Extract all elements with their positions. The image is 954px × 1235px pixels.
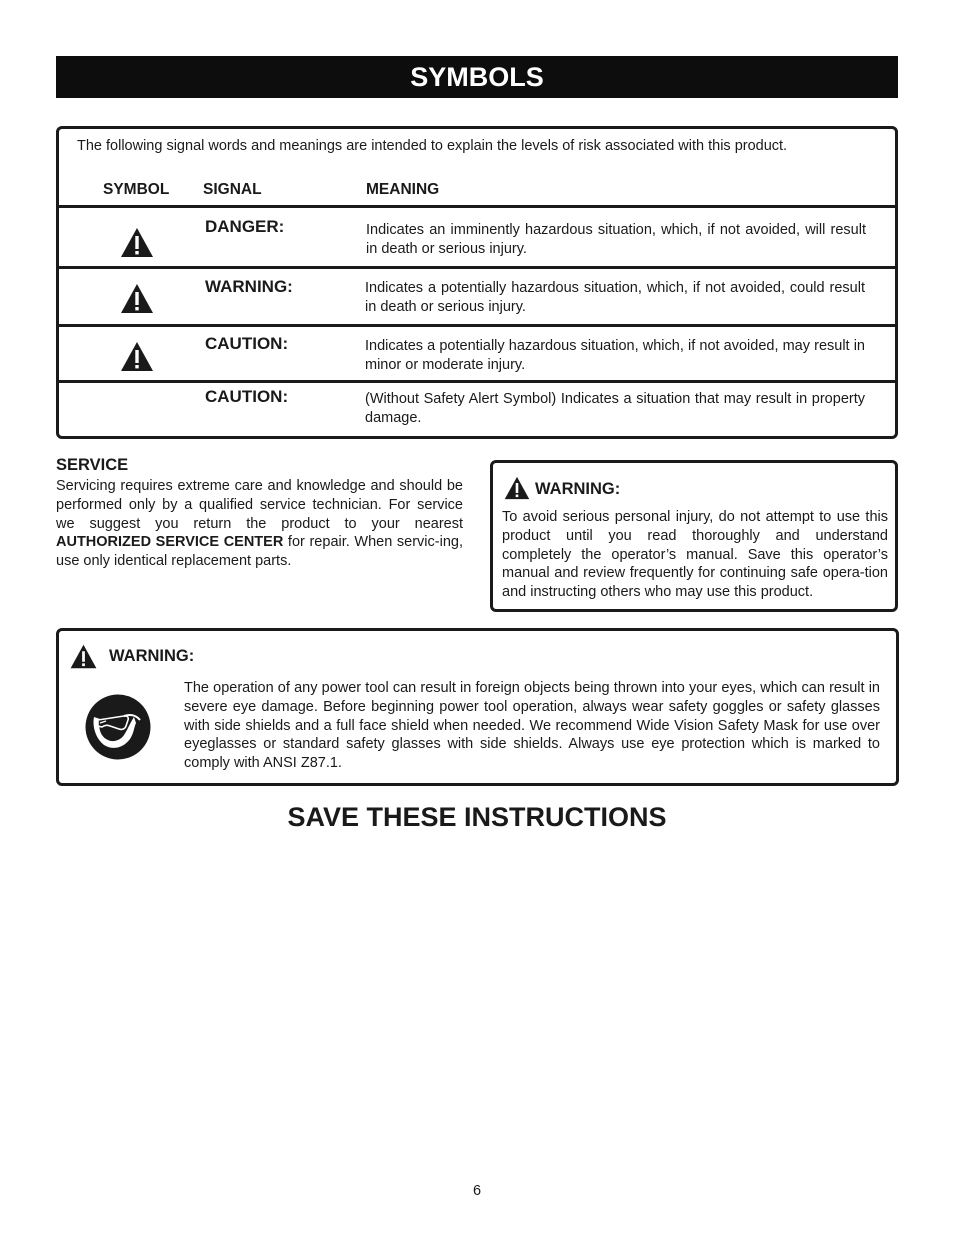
symbols-intro: The following signal words and meanings are intended to explain the levels of risk associated with this product. xyxy=(77,138,788,154)
alert-triangle-icon xyxy=(120,283,154,314)
meaning-warning: Indicates a potentially hazardous situation, which, if not avoided, could result in death or serious injury. xyxy=(365,280,865,315)
meaning-caution-no-symbol: (Without Safety Alert Symbol) Indicates a situation that may result in property damage. xyxy=(365,391,865,426)
warning-eye-heading: WARNING: xyxy=(109,647,195,665)
service-text-part: for repair. When servic-ing, use only identical replacement parts. xyxy=(56,534,463,570)
signal-danger: DANGER: xyxy=(205,217,285,236)
signal-caution-no-symbol: CAUTION: xyxy=(205,387,289,406)
safety-glasses-icon xyxy=(84,693,152,761)
service-text-part: Servicing requires extreme care and knowledge and should be performed only by a qualified service technician. For service we suggest you return the product to your nearest xyxy=(56,478,463,532)
meaning-danger: Indicates an imminently hazardous situation, which, if not avoided, will result in death or serious injury. xyxy=(366,222,866,257)
header-signal: SIGNAL xyxy=(203,181,262,198)
service-title: SERVICE xyxy=(56,456,129,474)
section-title: SYMBOLS xyxy=(410,62,544,92)
header-meaning: MEANING xyxy=(366,181,440,198)
alert-triangle-icon xyxy=(69,644,98,669)
symbol-row-warning xyxy=(59,266,895,324)
alert-triangle-icon xyxy=(120,341,154,372)
service-center-emphasis: AUTHORIZED SERVICE CENTER xyxy=(56,534,284,551)
symbol-row-caution-no-symbol xyxy=(59,380,895,438)
save-instructions-heading: SAVE THESE INSTRUCTIONS xyxy=(287,802,667,832)
symbols-table xyxy=(56,126,898,439)
warning-manual-box xyxy=(490,460,898,612)
section-banner xyxy=(56,56,898,98)
alert-triangle-icon xyxy=(120,227,154,258)
page-number: 6 xyxy=(472,1183,482,1199)
service-text xyxy=(56,477,463,571)
signal-caution: CAUTION: xyxy=(205,334,289,353)
warning-eye-box xyxy=(56,628,899,786)
meaning-caution: Indicates a potentially hazardous situation, which, if not avoided, may result in minor or moderate injury. xyxy=(365,338,865,373)
header-symbol: SYMBOL xyxy=(103,181,170,198)
signal-warning: WARNING: xyxy=(205,277,293,296)
warning-manual-heading: WARNING: xyxy=(535,480,621,498)
warning-eye-text: The operation of any power tool can result in foreign objects being thrown into your eyes, which can result in severe eye damage. Before beginning power tool operation, always wear safety goggles or safety glasses with side shields and a full face shield when needed. We recommend Wide Vision Safety Mask for use over eyeglasses or standard safety glasses with side shields. Always use eye protection which is marked to comply with ANSI Z87.1. xyxy=(184,680,880,772)
alert-triangle-icon xyxy=(504,476,530,500)
warning-manual-text: To avoid serious personal injury, do not attempt to use this product until you read thoroughly and understand completely the operator’s manual. Save this operator’s manual and review frequently for continuing safe opera-tion and instructing others who may use this product. xyxy=(502,509,888,601)
symbol-row-danger xyxy=(59,205,895,266)
symbol-row-caution xyxy=(59,324,895,380)
